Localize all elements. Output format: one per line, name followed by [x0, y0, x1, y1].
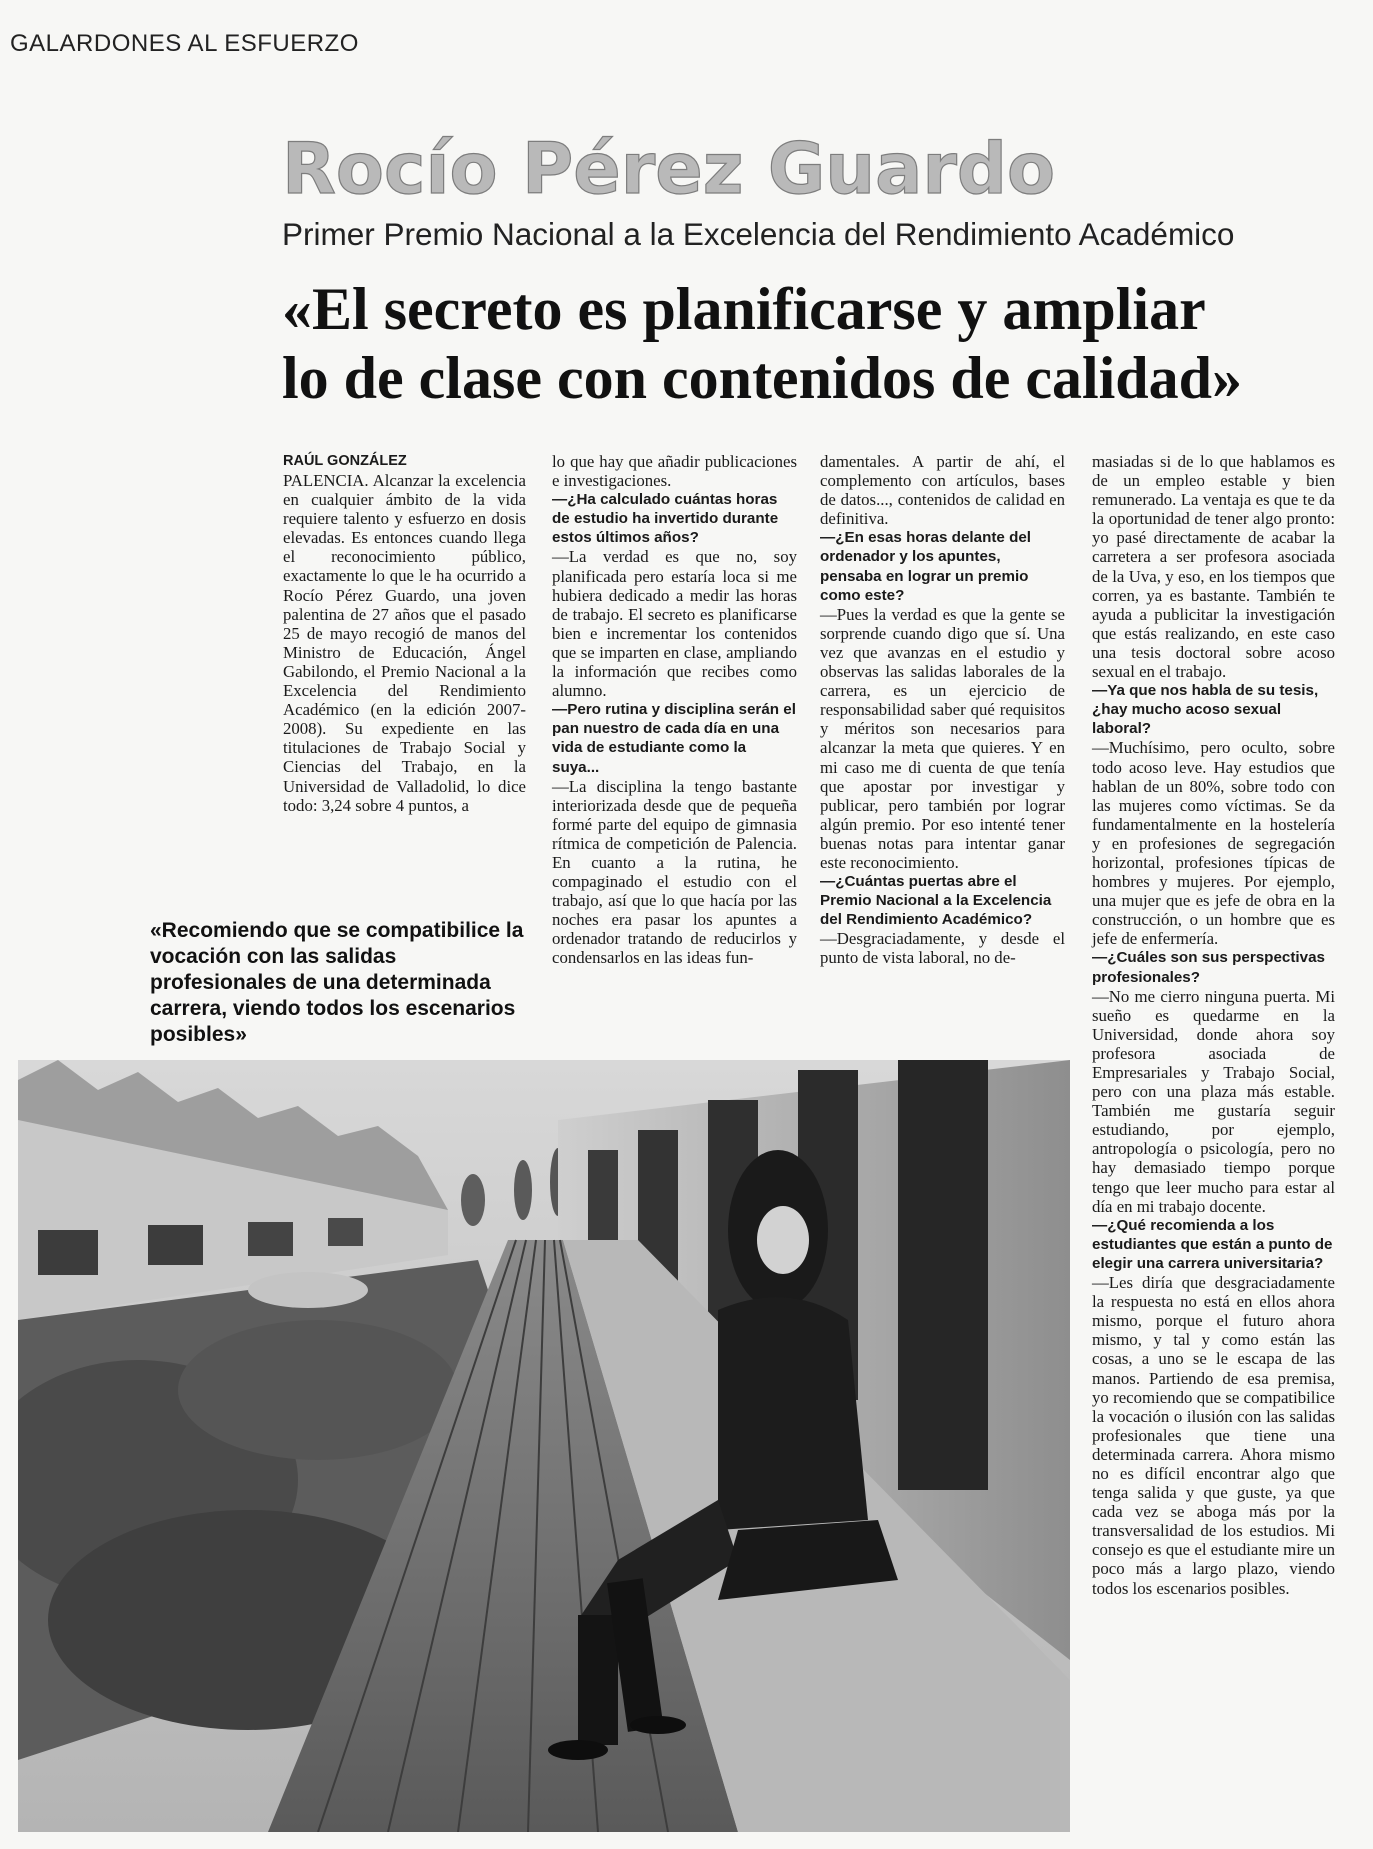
- article-column-4: [1092, 452, 1335, 1598]
- photo: [18, 1060, 1070, 1832]
- subtitle: Primer Premio Nacional a la Excelencia del Rendimiento Académico: [282, 216, 1235, 252]
- interview-question: —¿Ha calculado cuántas horas de estudio ha invertido durante estos últimos años?: [552, 491, 779, 547]
- interview-question: —Ya que nos habla de su tesis, ¿hay mucho acoso sexual laboral?: [1092, 682, 1319, 738]
- paragraph: damentales. A partir de ahí, el complemento con artículos, bases de datos..., contenidos de calidad en definitiva.: [820, 452, 1065, 529]
- interview-question: —¿En esas horas delante del ordenador y los apuntes, pensaba en lograr un premio como este?: [820, 529, 1032, 604]
- interview-answer: —La disciplina la tengo bastante interiorizada desde que de pequeña formé parte del equipo de gimnasia rítmica de competición de Palencia. En cuanto a la rutina, he compaginado el estudio con el trabajo, así que lo que hacía por las noches era pasar los apuntes a ordenador tratando de reducirlos y condensarlos en las ideas fun-: [552, 776, 797, 968]
- article-column-3: [820, 452, 1065, 968]
- pull-quote: «Recomiendo que se compatibilice la vocación con las salidas profesionales de una determinada carrera, viendo todos los escenarios posibles»: [150, 919, 524, 1046]
- interview-question: —¿Cuántas puertas abre el Premio Nacional a la Excelencia del Rendimiento Académico?: [820, 873, 1052, 929]
- interview-answer: —Desgraciadamente, y desde el punto de vista laboral, no de-: [820, 929, 1065, 968]
- interview-answer: —Muchísimo, pero oculto, sobre todo acoso leve. Hay estudios que hablan de un 80%, sobre todo con las mujeres como víctimas. Se da fundamentalmente en la hostelería y en profesiones de segregación horizontal, profesiones típicas de hombres y mujeres. Por ejemplo, una mujer que es jefe de obra en la construcción, o un hombre que es jefe de enfermería.: [1092, 738, 1335, 949]
- headline-line-1: «El secreto es planificarse y ampliar: [282, 276, 1206, 342]
- interview-question: —¿Cuáles son sus perspectivas profesionales?: [1092, 949, 1325, 986]
- byline: RAÚL GONZÁLEZ: [283, 453, 407, 469]
- interview-answer: —Pues la verdad es que la gente se sorprende cuando digo que sí. Una vez que avanzas en el estudio y observas las salidas laborales de la carrera, es un ejercicio de responsabilidad saber qué requisitos y méritos son necesarios para alcanzar la meta que quieres. Y en mi caso me di cuenta de que tenía que apostar por investigar y publicar, pero también por lograr algún premio. Por eso intenté tener buenas notas para intentar ganar este reconocimiento.: [820, 604, 1065, 872]
- section-tag: GALARDONES AL ESFUERZO: [10, 30, 359, 57]
- interview-question: —Pero rutina y disciplina serán el pan nuestro de cada día en una vida de estudiante como la suya...: [552, 701, 796, 776]
- interview-answer: —Les diría que desgraciadamente la respuesta no está en ellos ahora mismo, porque el futuro ahora mismo, y tal y como están las cosas, a uno se le escapa de las manos. Partiendo de esa premisa, yo recomiendo que se compatibilice la vocación o ilusión con las salidas profesionales que tiene una determinada carrera. Ahora mismo no es difícil encontrar algo que tenga salida y que guste, ya que cada vez se aboga más por la transversalidad de los estudios. Mi consejo es que el estudiante mire un poco más a largo plazo, viendo todos los escenarios posibles.: [1092, 1273, 1335, 1598]
- paragraph: lo que hay que añadir publicaciones e investigaciones.: [552, 452, 797, 491]
- article-column-1: [283, 452, 526, 815]
- interviewee-name: Rocío Pérez Guardo: [282, 128, 1056, 210]
- interview-question: —¿Qué recomienda a los estudiantes que están a punto de elegir una carrera universitaria?: [1092, 1216, 1333, 1272]
- interview-answer: —La verdad es que no, soy planificada pero estaría loca si me hubiera dedicado a medir las horas de trabajo. El secreto es planificarse bien e incrementar los contenidos que se imparten en clase, ampliando la información que recibes como alumno.: [552, 547, 797, 701]
- headline: [282, 275, 1362, 413]
- paragraph: masiadas si de lo que hablamos es de un empleo estable y bien remunerado. La ventaja es que te da la oportunidad de tener algo pronto: yo pasé directamente de acabar la carretera a ser profesora asociada de la Uva, y eso, en los tiempos que corren, ya es bastante. También te ayuda a publicitar la investigación que estás realizando, en este caso una tesis doctoral sobre acoso sexual en el trabajo.: [1092, 452, 1335, 682]
- headline-line-2: lo de clase con contenidos de calidad»: [282, 345, 1243, 411]
- intro-paragraph: PALENCIA. Alcanzar la excelencia en cualquier ámbito de la vida requiere talento y esfuerzo en dosis elevadas. Es entonces cuando llega el reconocimiento público, exactamente lo que le ha ocurrido a Rocío Pérez Guardo, una joven palentina de 27 años que el pasado 25 de mayo recogió de manos del Ministro de Educación, Ángel Gabilondo, el Premio Nacional a la Excelencia del Rendimiento Académico (en la edición 2007-2008). Su expediente en las titulaciones de Trabajo Social y Ciencias del Trabajo, en la Universidad de Valladolid, lo dice todo: 3,24 sobre 4 puntos, a: [283, 471, 526, 815]
- interview-answer: —No me cierro ninguna puerta. Mi sueño es quedarme en la Universidad, donde ahora soy profesora asociada de Empresariales y Trabajo Social, pero con una plaza más estable. También me gustaría seguir estudiando, por ejemplo, antropología o psicología, pero no hay demasiado tiempo porque tengo que leer mucho para estar al día en mi trabajo docente.: [1092, 986, 1335, 1216]
- article-column-2: [552, 452, 797, 968]
